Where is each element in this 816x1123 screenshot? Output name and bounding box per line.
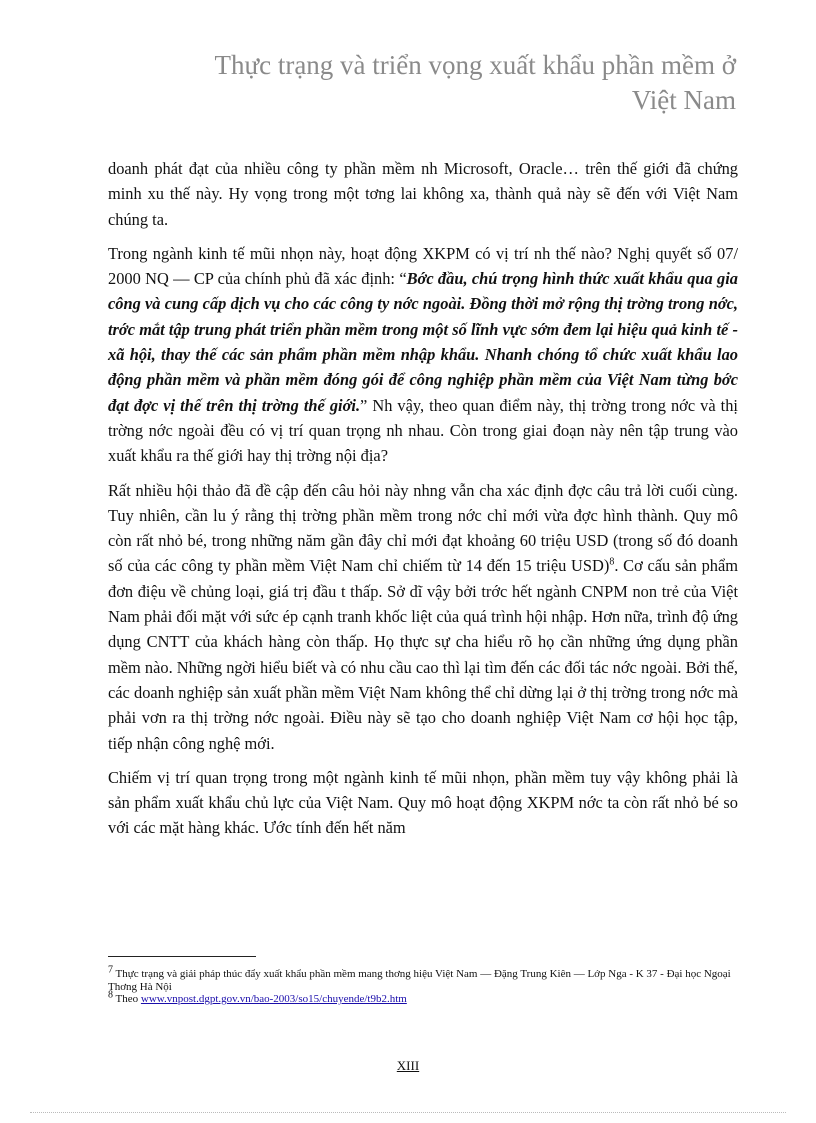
- header-title-line2: Việt Nam: [631, 85, 736, 115]
- page-number: XIII: [396, 1058, 420, 1073]
- body-text: [108, 156, 738, 850]
- footnote-ref-8[interactable]: 8: [609, 556, 615, 568]
- footnote-7-marker: 7: [108, 964, 113, 976]
- paragraph-1: doanh phát đạt của nhiều công ty phần mềm nh Microsoft, Oracle… trên thế giới đã chứng minh xu thế này. Hy vọng trong một tơng lai không xa, thành quả này sẽ đến với Việt Nam chúng ta.: [108, 159, 738, 229]
- footnotes: [108, 964, 738, 1006]
- footnote-8-marker: 8: [108, 989, 113, 1001]
- footnote-8-prefix: Theo: [113, 993, 141, 1005]
- footnote-7-text: Thực trạng và giải pháp thúc đẩy xuất khẩu phần mềm mang thơng hiệu Việt Nam — Đặng Trung Kiên — Lớp Nga - K 37 - Đại học Ngoại Thơng Hà Nội: [108, 968, 731, 993]
- footnote-7: [108, 964, 738, 993]
- paragraph-3: [108, 478, 738, 756]
- footnote-8-link[interactable]: www.vnpost.dgpt.gov.vn/bao-2003/so15/chuyende/t9b2.htm: [140, 993, 407, 1005]
- page-header: [96, 48, 736, 118]
- paragraph-2-conclusion: ” Nh vậy, theo quan điểm này, thị trờng trong nớc và thị trờng nớc ngoài đều có vị trí quan trọng nh nhau. Còn trong giai đoạn này nên tập trung vào xuất khẩu ra thế giới hay thị trờng nội địa?: [108, 395, 738, 466]
- footnote-separator: [108, 956, 256, 957]
- paragraph-4: Chiếm vị trí quan trọng trong một ngành kinh tế mũi nhọn, phần mềm tuy vậy không phải là sản phẩm xuất khẩu chủ lực của Việt Nam. Quy mô hoạt động XKPM nớc ta còn rất nhỏ bé so với các mặt hàng khác. Ước tính đến hết năm: [108, 767, 738, 838]
- paragraph-2-intro: Trong ngành kinh tế mũi nhọn này, hoạt động XKPM có vị trí nh thế nào? Nghị quyết số 07/ 2000 NQ — CP của chính phủ đã xác định: “: [108, 243, 738, 289]
- paragraph-2: [108, 241, 738, 469]
- paragraph-3-part-a: Rất nhiều hội thảo đã đề cập đến câu hỏi này nhng vẫn cha xác định đợc câu trả lời cuối cùng. Tuy nhiên, cần lu ý rằng thị trờng phần mềm trong nớc chỉ mới vừa đợc hình thành. Quy mô còn rất nhỏ bé, trong những năm gần đây chỉ mới đạt khoảng 60 triệu USD (trong số đó doanh số của các công ty phần mềm Việt Nam chỉ chiếm từ 14 đến 15 triệu USD): [108, 480, 738, 576]
- header-title-line1: Thực trạng và triển vọng xuất khẩu phần mềm ở: [214, 50, 736, 80]
- resolution-quote: Bớc đầu, chú trọng hình thức xuất khẩu qua gia công và cung cấp dịch vụ cho các công ty nớc ngoài. Đồng thời mở rộng thị trờng trong nớc, trớc mắt tập trung phát triển phần mềm trong một số lĩnh vực sớm đem lại hiệu quả kinh tế - xã hội, thay thế các sản phẩm phần mềm nhập khẩu. Nhanh chóng tổ chức xuất khẩu lao động phần mềm và phần mềm đóng gói để công nghiệp phần mềm của Việt Nam từng bớc đạt đợc vị thế trên thị trờng thế giới.: [108, 269, 738, 415]
- footnote-8: [108, 989, 738, 1006]
- page-bottom-border: [30, 1112, 786, 1113]
- paragraph-3-part-b: . Cơ cấu sản phẩm đơn điệu về chủng loại, giá trị đầu t thấp. Sở dĩ vậy bởi trớc hết ngành CNPM non trẻ của Việt Nam phải đối mặt với sức ép cạnh tranh khốc liệt của quá trình hội nhập. Hơn nữa, trình độ ứng dụng CNTT của khách hàng còn thấp. Họ thực sự cha hiểu rõ họ cần những ứng dụng phần mềm nào. Những ngời hiểu biết và có nhu cầu cao thì lại tìm đến các đối tác nớc ngoài. Bởi thế, các doanh nghiệp sản xuất phần mềm Việt Nam không thể chỉ dừng lại ở thị trờng trong nớc mà phải vơn ra thị trờng nớc ngoài. Điều này sẽ tạo cho doanh nghiệp Việt Nam cơ hội học tập, tiếp nhận công nghệ mới.: [108, 556, 738, 753]
